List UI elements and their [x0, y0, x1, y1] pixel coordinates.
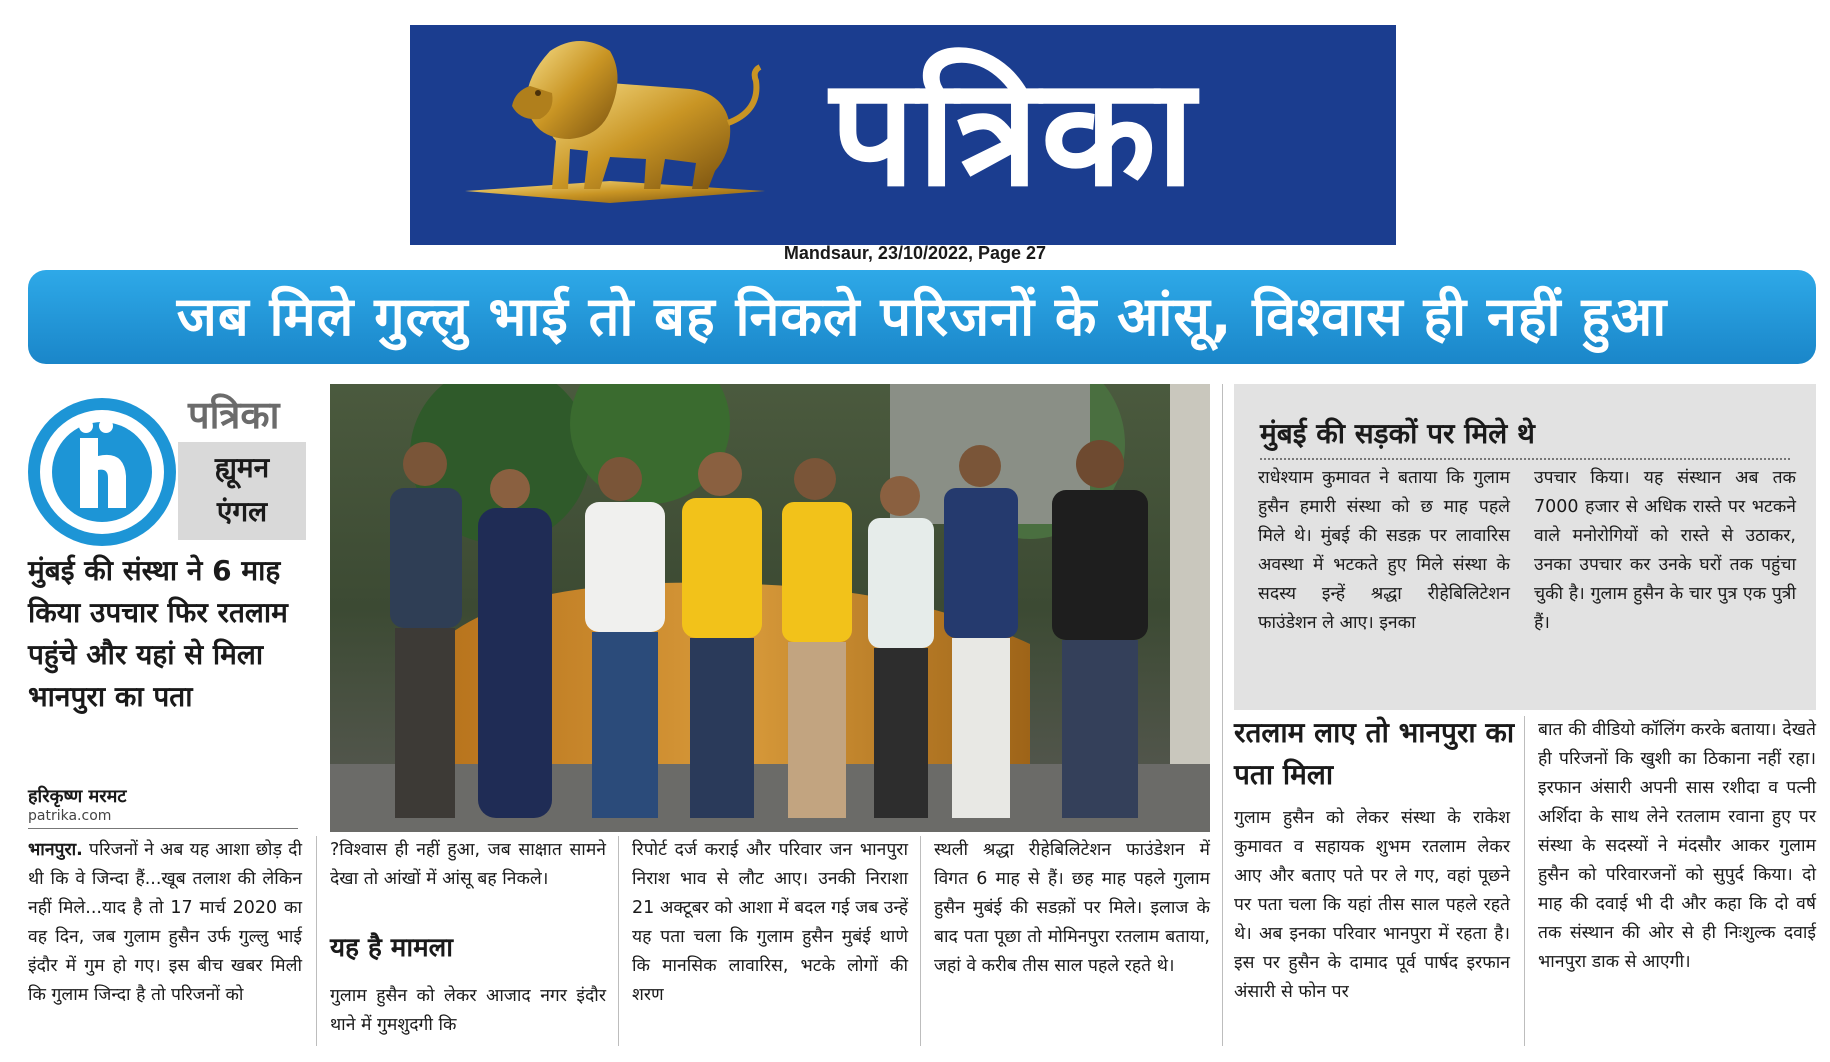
headline-banner	[28, 270, 1816, 364]
body-column-2: ?विश्वास ही नहीं हुआ, जब साक्षात सामने देखा तो आंखों में आंसू बह निकले।	[330, 840, 606, 889]
body-text: परिजनों ने अब यह आशा छोड़ दी थी कि वे जिन्दा हैं...खूब तलाश की लेकिन नहीं मिले...याद है तो 17 मार्च 2020 का वह दिन, जब गुलाम हुसैन उर्फ गुल्लु भाई इंदौर में गुम हो गए। इस बीच खबर मिली कि गुलाम जिन्दा है तो परिजनों को	[28, 840, 302, 1005]
byline: हरिकृष्ण मरमट	[28, 786, 127, 807]
group-photo-icon	[330, 384, 1210, 832]
badge-brand: पत्रिका	[188, 392, 280, 437]
human-angle-icon	[28, 398, 176, 546]
sidebar-column-1: राधेश्याम कुमावत ने बताया कि गुलाम हुसैन हमारी संस्था को छ माह पहले मिले थे। मुंबई की सडक़ पर लावारिस अवस्था में भटकते हुए मिले संस्था के सदस्य इन्हें श्रद्धा रीहेबिलिटेशन फाउंडेशन ले आए। इनका	[1258, 468, 1510, 633]
sidebar-column-2: उपचार किया। यह संस्थान अब तक 7000 हजार से अधिक रास्ते पर भटकने वाले मनोरोगियों को रास्ते से उठाकर, उनका उपचार कर उनके घरों तक पहुंचा चुकी है। गुलाम हुसैन के चार पुत्र एक पुत्री हैं।	[1534, 468, 1796, 633]
lion-emblem-icon	[460, 31, 770, 237]
dateline-lead: भानपुरा.	[28, 840, 83, 860]
masthead	[410, 25, 1396, 245]
column-rule	[920, 836, 921, 1046]
sidebar-divider	[1260, 458, 1790, 460]
right-column-2: बात की वीडियो कॉलिंग करके बताया। देखते ही परिजनों कि खुशी का ठिकाना नहीं रहा। इरफान अंसारी अपनी सास रशीदा व पत्नी अर्शिदा के साथ लेने रतलाम रवाना हुए पर संस्था के सदस्यों ने मंदसौर आकर गुलाम हुसैन को परिवारजनों को सुपुर्द किया। दो माह की दवाई भी दी और कहा कि दो वर्ष तक संस्थान की ओर से ही निःशुल्क दवाई भानपुरा डाक से आएगी।	[1538, 720, 1816, 972]
byline-divider	[28, 828, 298, 829]
sidebar-heading: मुंबई की सड़कों पर मिले थे	[1260, 417, 1535, 450]
body-column-1	[28, 836, 302, 1010]
body-column-2b: गुलाम हुसैन को लेकर आजाद नगर इंदौर थाने में गुमशुदगी कि	[330, 986, 606, 1035]
body-column-3: रिपोर्ट दर्ज कराई और परिवार जन भानपुरा निराश भाव से लौट आए। उनकी निराशा 21 अक्टूबर को आशा में बदल गई जब उन्हें यह पता चला कि गुलाम हुसैन मुबंई थाणे कि मानसिक लावारिस, भटके लोगों की शरण	[632, 840, 908, 1005]
masthead-brand: पत्रिका	[830, 44, 1197, 220]
sidebar-box	[1234, 384, 1816, 710]
badge-line-2: एंगल	[216, 495, 268, 528]
column-rule	[316, 836, 317, 1046]
column-rule	[618, 836, 619, 1046]
section-heading: यह है मामला	[330, 933, 453, 963]
byline-site: patrika.com	[28, 808, 112, 824]
headline: जब मिले गुल्लु भाई तो बह निकले परिजनों के आंसू, विश्वास ही नहीं हुआ	[176, 285, 1668, 348]
left-subhead: मुंबई की संस्था ने 6 माह किया उपचार फिर रतलाम पहुंचे और यहां से मिला भानपुरा का पता	[28, 554, 288, 713]
badge-label-box	[178, 442, 306, 540]
right-subhead: रतलाम लाए तो भानपुरा का पता मिला	[1234, 716, 1515, 791]
human-angle-badge	[28, 388, 306, 540]
column-rule	[1524, 716, 1525, 1046]
dateline: Mandsaur, 23/10/2022, Page 27	[783, 243, 1047, 263]
column-rule	[1222, 384, 1223, 1046]
group-photo	[330, 384, 1210, 832]
badge-line-1: ह्यूमन	[214, 451, 270, 484]
right-column-1: गुलाम हुसैन को लेकर संस्था के राकेश कुमावत व सहायक शुभम रतलाम लेकर आए और बताए पते पर ले गए, वहां पूछने पर पता चला कि यहां तीस साल पहले रहते थे। अब इनका परिवार भानपुरा में रहता है। इस पर हुसैन के दामाद पूर्व पार्षद इरफान अंसारी से फोन पर	[1234, 808, 1510, 1002]
body-column-4: स्थली श्रद्धा रीहेबिलिटेशन फाउंडेशन में विगत 6 माह से हैं। छह माह पहले गुलाम हुसैन मुबंई की सडक़ों पर मिले। इलाज के बाद पता पूछा तो मोमिनपुरा रतलाम बताया, जहां वे करीब तीस साल पहले रहते थे।	[934, 840, 1210, 976]
